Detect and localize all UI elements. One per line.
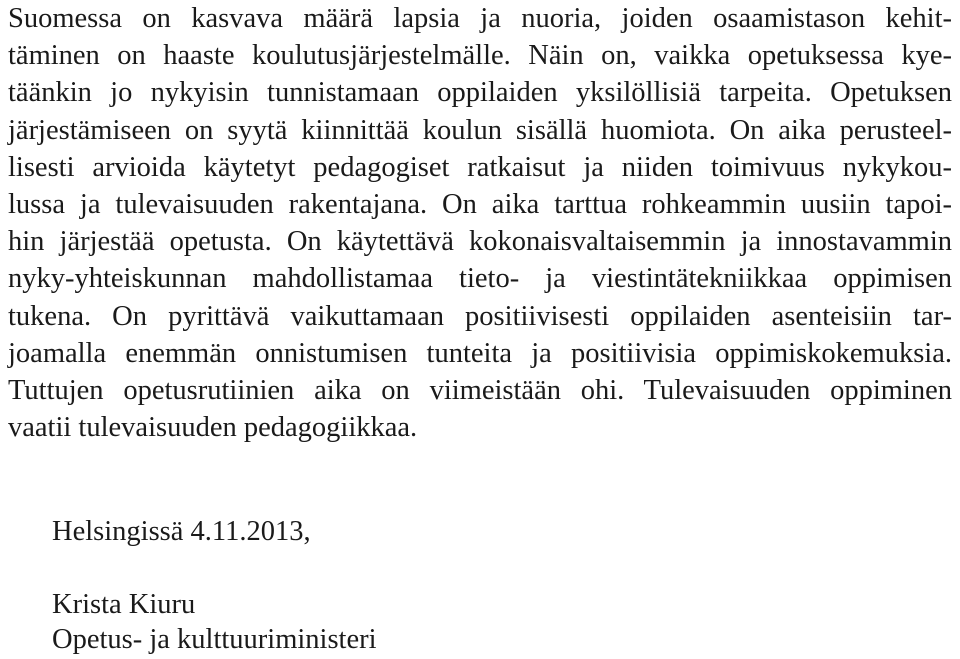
- paragraph-line: nyky-yhteiskunnan mahdollistamaa tieto- ja viestintätekniikkaa oppimisen: [8, 263, 952, 295]
- paragraph-line: hin järjestää opetusta. On käytettävä kokonaisvaltaisemmin ja innostavammin: [8, 226, 952, 258]
- paragraph-line: Suomessa on kasvava määrä lapsia ja nuoria, joiden osaamistason kehit-: [8, 3, 952, 34]
- paragraph-line-last: vaatii tulevaisuuden pedagogiikkaa.: [8, 412, 418, 444]
- signatory-title: Opetus- ja kulttuuriministeri: [52, 624, 377, 655]
- paragraph-line: joamalla enemmän onnistumisen tunteita ja positiivisia oppimiskokemuksia.: [8, 337, 952, 369]
- place-date: Helsingissä 4.11.2013,: [52, 516, 311, 547]
- paragraph-line: täminen on haaste koulutusjärjestelmälle. Näin on, vaikka opetuksessa kye-: [8, 40, 952, 72]
- body-paragraph: [8, 0, 952, 446]
- signatory-name: Krista Kiuru: [52, 589, 196, 620]
- paragraph-line: täänkin jo nykyisin tunnistamaan oppilaiden yksilöllisiä tarpeita. Opetuksen: [8, 77, 952, 109]
- paragraph-line: Tuttujen opetusrutiinien aika on viimeistään ohi. Tulevaisuuden oppiminen: [8, 375, 952, 407]
- paragraph-line: lussa ja tulevaisuuden rakentajana. On aika tarttua rohkeammin uusiin tapoi-: [8, 189, 952, 221]
- paragraph-line: lisesti arvioida käytetyt pedagogiset ratkaisut ja niiden toimivuus nykykou-: [8, 151, 952, 183]
- paragraph-line: tukena. On pyrittävä vaikuttamaan positiivisesti oppilaiden asenteisiin tar-: [8, 300, 952, 332]
- paragraph-line: järjestämiseen on syytä kiinnittää koulun sisällä huomiota. On aika perusteel-: [8, 114, 952, 146]
